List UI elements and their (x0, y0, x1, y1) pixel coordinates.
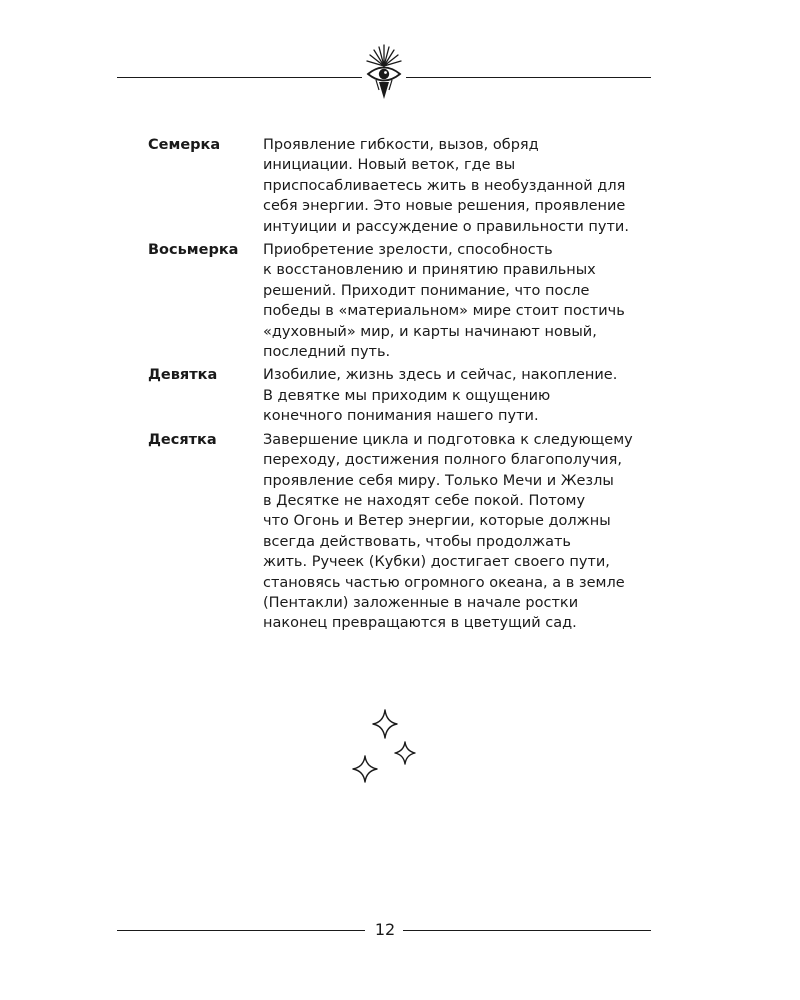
description-line: «духовный» мир, и карты начинают новый, (263, 323, 597, 340)
description-line: Приобретение зрелости, способность (263, 242, 553, 259)
definition-list (148, 135, 633, 637)
entry-term: Десятка (148, 431, 217, 448)
description-line: Изобилие, жизнь здесь и сейчас, накопление. (263, 367, 618, 384)
entry-semerka (148, 135, 628, 237)
entry-description (263, 135, 629, 237)
description-line: В девятке мы приходим к ощущению (263, 387, 551, 404)
description-line: последний путь. (263, 344, 391, 361)
entry-description (263, 365, 628, 426)
description-line: становясь частью огромного океана, а в земле (263, 574, 625, 591)
entry-term: Девятка (148, 367, 218, 384)
description-line: себя энергии. Это новые решения, проявление (263, 198, 626, 215)
description-line: в Десятке не находят себе покой. Потому (263, 492, 586, 509)
description-line: к восстановлению и принятию правильных (263, 262, 596, 279)
description-line: инициации. Новый веток, где вы (263, 157, 516, 174)
description-line: решений. Приходит понимание, что после (263, 282, 590, 299)
description-line: (Пентакли) заложенные в начале ростки (263, 594, 579, 611)
description-line: победы в «материальном» мире стоит постичь (263, 303, 625, 320)
description-line: всегда действовать, чтобы продолжать (263, 533, 571, 550)
description-line: приспосабливаетесь жить в необузданной для (263, 177, 626, 194)
sparkle-stars-icon (345, 705, 425, 790)
description-line: переходу, достижения полного благополучия, (263, 452, 622, 469)
header-rule-right (406, 77, 651, 78)
description-line: конечного понимания нашего пути. (263, 408, 539, 425)
description-line: жить. Ручеек (Кубки) достигает своего пути, (263, 554, 610, 571)
entry-term: Семерка (148, 137, 221, 153)
description-line: интуиции и рассуждение о правильности пути. (263, 218, 629, 235)
description-line: наконец превращаются в цветущий сад. (263, 615, 577, 632)
entry-description (263, 240, 628, 362)
description-line: проявление себя миру. Только Мечи и Жезлы (263, 472, 614, 489)
entry-description (263, 430, 633, 634)
eye-sunburst-icon (363, 44, 405, 100)
page-number: 12 (374, 920, 396, 939)
entry-desyatka (148, 430, 633, 634)
entry-term: Восьмерка (148, 242, 239, 259)
description-line: что Огонь и Ветер энергии, которые должны (263, 513, 611, 530)
entry-devyatka (148, 365, 628, 426)
description-line: Проявление гибкости, вызов, обряд (263, 137, 539, 153)
description-line: Завершение цикла и подготовка к следующему (263, 431, 633, 448)
header-rule-left (117, 77, 362, 78)
entry-vosmerka (148, 240, 628, 362)
